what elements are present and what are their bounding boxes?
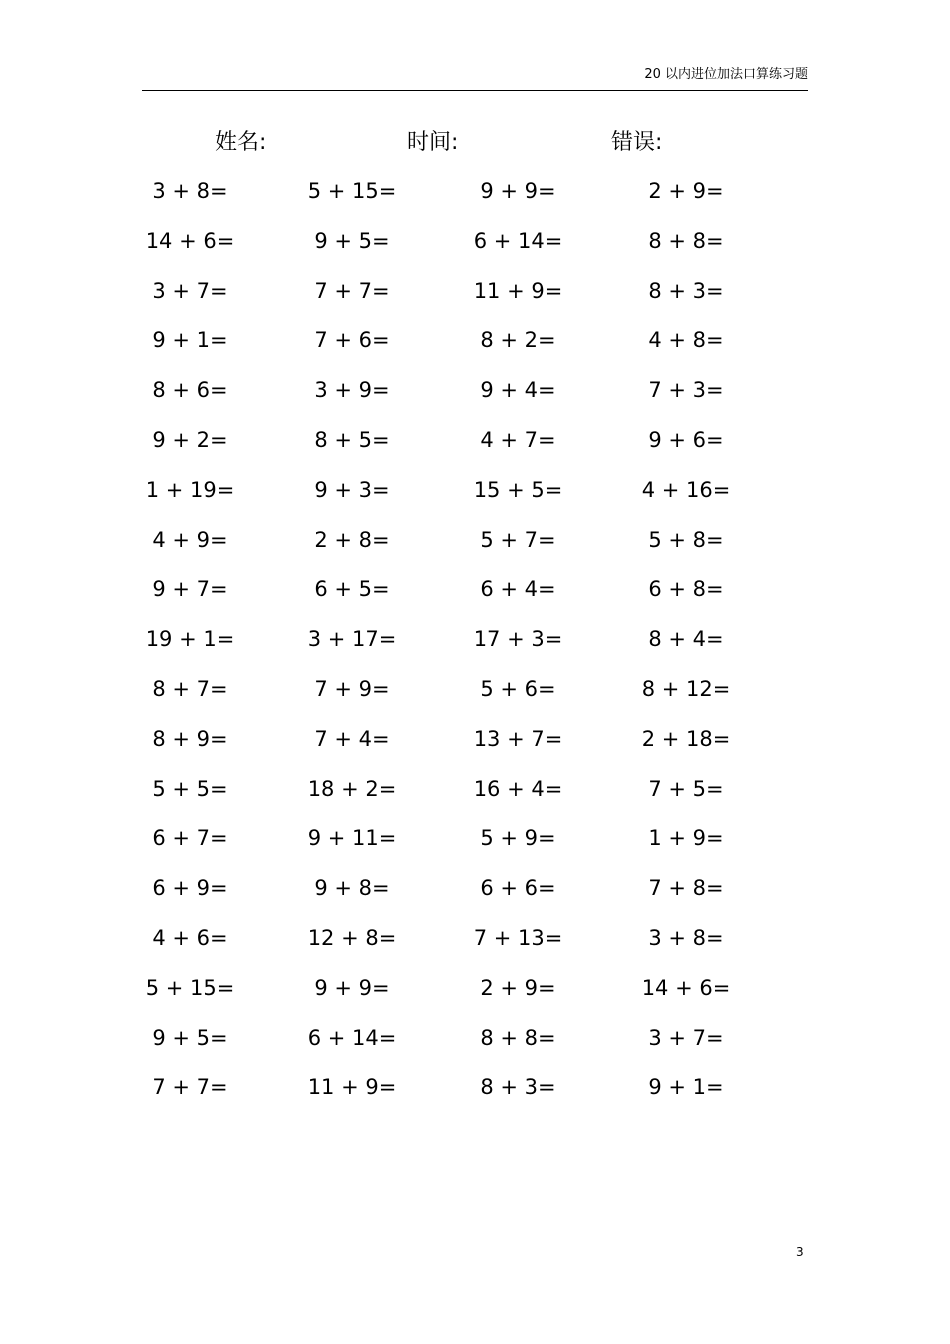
problem-r4-c3: 8 + 2= [480,328,556,352]
problem-r9-c2: 6 + 5= [314,577,390,601]
problem-r15-c1: 6 + 9= [152,876,228,900]
problem-r1-c3: 9 + 9= [480,179,556,203]
problem-r6-c3: 4 + 7= [480,428,556,452]
problem-r16-c2: 12 + 8= [307,926,397,950]
problem-r14-c4: 1 + 9= [648,826,724,850]
problem-r14-c3: 5 + 9= [480,826,556,850]
problem-r17-c3: 2 + 9= [480,976,556,1000]
problem-r15-c4: 7 + 8= [648,876,724,900]
problem-r2-c1: 14 + 6= [145,229,235,253]
problem-r16-c4: 3 + 8= [648,926,724,950]
problem-r18-c1: 9 + 5= [152,1026,228,1050]
problem-r10-c1: 19 + 1= [145,627,235,651]
problem-r19-c1: 7 + 7= [152,1075,228,1099]
problem-r11-c2: 7 + 9= [314,677,390,701]
problem-r16-c3: 7 + 13= [473,926,563,950]
problem-r19-c3: 8 + 3= [480,1075,556,1099]
problem-r6-c2: 8 + 5= [314,428,390,452]
problem-r2-c3: 6 + 14= [473,229,563,253]
problem-r5-c4: 7 + 3= [648,378,724,402]
problem-r13-c2: 18 + 2= [307,777,397,801]
name-label: 姓名: [215,130,267,155]
problem-r7-c4: 4 + 16= [641,478,731,502]
error-label: 错误: [611,130,663,155]
problem-r7-c1: 1 + 19= [145,478,235,502]
page-number: 3 [796,1245,804,1259]
problem-r5-c1: 8 + 6= [152,378,228,402]
problem-r17-c4: 14 + 6= [641,976,731,1000]
problem-r18-c3: 8 + 8= [480,1026,556,1050]
problem-r17-c1: 5 + 15= [145,976,235,1000]
problem-r1-c2: 5 + 15= [307,179,397,203]
problem-r8-c2: 2 + 8= [314,528,390,552]
problem-r9-c1: 9 + 7= [152,577,228,601]
problem-r15-c2: 9 + 8= [314,876,390,900]
problem-r8-c1: 4 + 9= [152,528,228,552]
problem-r4-c2: 7 + 6= [314,328,390,352]
problem-r19-c4: 9 + 1= [648,1075,724,1099]
problem-r18-c2: 6 + 14= [307,1026,397,1050]
problem-r2-c2: 9 + 5= [314,229,390,253]
problem-r8-c4: 5 + 8= [648,528,724,552]
problem-r12-c2: 7 + 4= [314,727,390,751]
problem-r14-c1: 6 + 7= [152,826,228,850]
problem-r16-c1: 4 + 6= [152,926,228,950]
header-title: 20 以内进位加法口算练习题 [644,67,808,82]
problem-r15-c3: 6 + 6= [480,876,556,900]
problem-r6-c4: 9 + 6= [648,428,724,452]
time-label: 时间: [407,130,459,155]
problem-r11-c3: 5 + 6= [480,677,556,701]
problem-r7-c3: 15 + 5= [473,478,563,502]
problem-r2-c4: 8 + 8= [648,229,724,253]
problem-r18-c4: 3 + 7= [648,1026,724,1050]
problem-r11-c1: 8 + 7= [152,677,228,701]
problem-r13-c3: 16 + 4= [473,777,563,801]
problem-r1-c1: 3 + 8= [152,179,228,203]
problem-r9-c4: 6 + 8= [648,577,724,601]
problem-r4-c1: 9 + 1= [152,328,228,352]
problem-r6-c1: 9 + 2= [152,428,228,452]
problem-r13-c1: 5 + 5= [152,777,228,801]
problem-r17-c2: 9 + 9= [314,976,390,1000]
problem-r3-c1: 3 + 7= [152,279,228,303]
problem-r19-c2: 11 + 9= [307,1075,397,1099]
problem-r13-c4: 7 + 5= [648,777,724,801]
problem-r3-c4: 8 + 3= [648,279,724,303]
problem-r4-c4: 4 + 8= [648,328,724,352]
problem-r14-c2: 9 + 11= [307,826,397,850]
problem-r3-c2: 7 + 7= [314,279,390,303]
problem-r9-c3: 6 + 4= [480,577,556,601]
problem-r1-c4: 2 + 9= [648,179,724,203]
problem-r7-c2: 9 + 3= [314,478,390,502]
problem-r3-c3: 11 + 9= [473,279,563,303]
problem-r12-c4: 2 + 18= [641,727,731,751]
problem-r12-c1: 8 + 9= [152,727,228,751]
problem-r5-c3: 9 + 4= [480,378,556,402]
problem-r10-c3: 17 + 3= [473,627,563,651]
problem-r5-c2: 3 + 9= [314,378,390,402]
problem-r10-c2: 3 + 17= [307,627,397,651]
problem-r10-c4: 8 + 4= [648,627,724,651]
problem-r12-c3: 13 + 7= [473,727,563,751]
problem-r8-c3: 5 + 7= [480,528,556,552]
problem-r11-c4: 8 + 12= [641,677,731,701]
